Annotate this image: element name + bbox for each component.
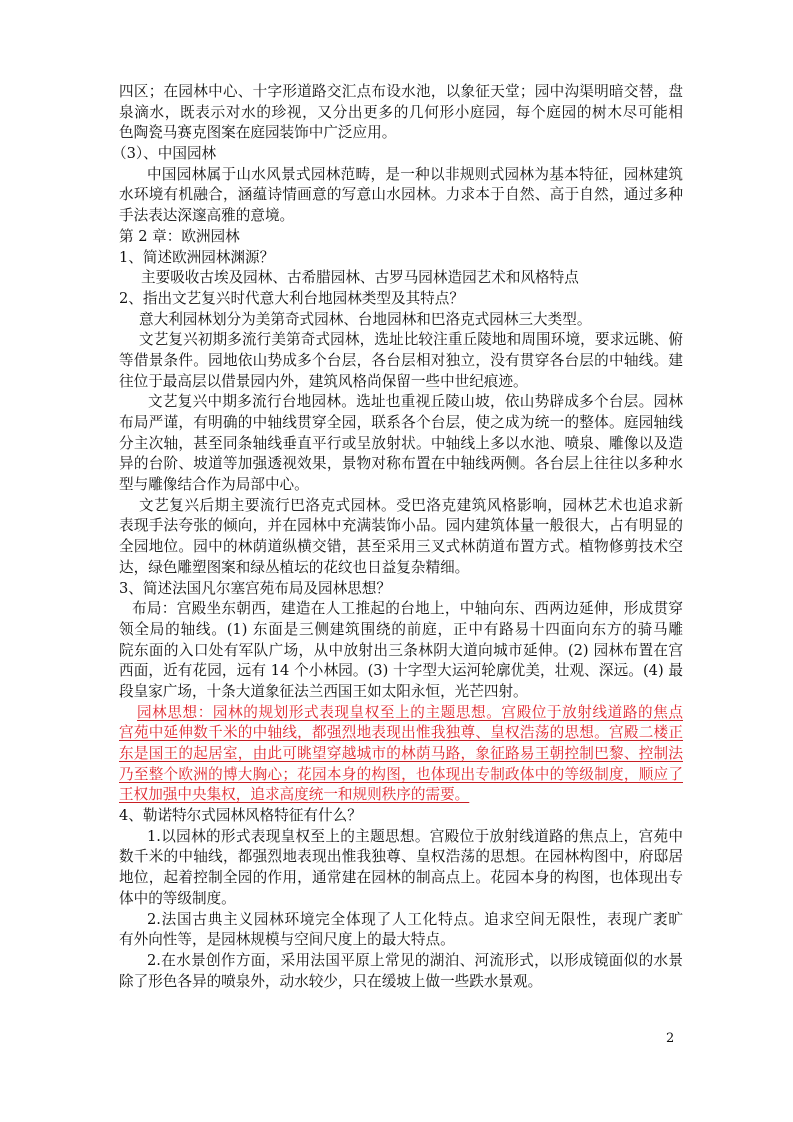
line-text: 文艺复兴初期多流行美第奇式园林，选址比较注重丘陵地和周围环境，要求远眺、俯 (139, 331, 683, 349)
text-line (119, 165, 683, 186)
line-text: 数千米的中轴线，都强烈地表现出惟我独尊、皇权浩荡的思想。在园林构图中，府邸居 (119, 848, 683, 866)
line-text: 水环境有机融合，涵蕴诗情画意的写意山水园林。力求本于自然、高于自然，通过多种 (119, 186, 683, 204)
body-paragraph (119, 392, 683, 495)
line-text: 第 2 章：欧洲园林 (119, 227, 240, 245)
text-line (119, 330, 683, 351)
text-line (119, 454, 683, 475)
line-text: 院东面的入口处有军队广场，从中放射出三条林阴大道向城市延伸。(2) 园林布置在宫 (119, 641, 683, 659)
body-paragraph (119, 165, 683, 227)
text-line (119, 103, 683, 124)
line-text: 除了形色各异的喷泉外，动水较少，只在缓坡上做一些跌水景观。 (119, 972, 543, 990)
line-text: 主要吸收古埃及园林、古希腊园林、古罗马园林造园艺术和风格特点 (141, 269, 579, 287)
line-text: 2.在水景创作方面，采用法国平原上常见的湖泊、河流形式，以形成镜面似的水景 (147, 951, 683, 969)
text-line (119, 289, 683, 310)
line-text: 有外向性等，是园林规模与空间尺度上的最大特点。 (119, 931, 455, 949)
text-line (119, 392, 683, 413)
text-line (119, 682, 683, 703)
line-text: 往位于最高层以借景园内外，建筑风格尚保留一些中世纪痕迹。 (119, 372, 528, 390)
line-text: 达，绿色雕塑图案和绿丛植坛的花纹也日益复杂精细。 (119, 558, 470, 576)
text-line (119, 516, 683, 537)
text-line (119, 951, 683, 972)
text-line (119, 413, 683, 434)
line-text: 等借景条件。园地依山势成多个台层，各台层相对独立，没有贯穿各台层的中轴线。建 (119, 351, 683, 369)
line-text: 文艺复兴中期多流行台地园林。选址也重视丘陵山坡，依山势辟成多个台层。园林 (148, 393, 683, 411)
text-line (119, 82, 683, 103)
line-text: 色陶瓷马赛克图案在庭园装饰中广泛应用。 (119, 124, 397, 142)
line-text: 意大利园林划分为美第奇式园林、台地园林和巴洛克式园林三大类型。 (139, 310, 592, 328)
text-line (119, 227, 683, 248)
line-text: 王权加强中央集权，追求高度统一和规则秩序的需要。 (119, 786, 470, 804)
line-text: 布局严谨，有明确的中轴线贯穿全园，联系各个台层，使之成为统一的整体。庭园轴线 (119, 414, 683, 431)
question-paragraph (119, 248, 683, 269)
highlighted-paragraph (119, 703, 683, 806)
text-line (119, 185, 683, 206)
text-line (119, 868, 683, 889)
text-line (119, 847, 683, 868)
body-paragraph (119, 268, 683, 289)
body-paragraph (119, 951, 683, 992)
text-line (119, 434, 683, 455)
text-line (119, 579, 683, 600)
text-line (119, 641, 683, 662)
line-text: 全园地位。园中的林荫道纵横交错，甚至采用三叉式林荫道布置方式。植物修剪技术空 (119, 538, 683, 556)
body-paragraph (119, 599, 683, 702)
line-text: 宫苑中延伸数千米的中轴线，都强烈地表现出惟我独尊、皇权浩荡的思想。宫殿二楼正 (119, 724, 683, 742)
line-text: 段皇家广场，十条大道象征法兰西国王如太阳永恒，光芒四射。 (119, 682, 528, 700)
text-line (119, 661, 683, 682)
line-text: 1、简述欧洲园林渊源？ (119, 248, 275, 266)
text-line (119, 475, 683, 496)
text-line (119, 785, 683, 806)
body-paragraph (119, 82, 683, 144)
question-paragraph (119, 579, 683, 600)
body-paragraph (119, 310, 683, 331)
line-text: 体中的等级制度。 (119, 889, 236, 907)
heading-paragraph (119, 227, 683, 248)
text-line (119, 310, 683, 331)
text-line (119, 889, 683, 910)
text-line (112, 144, 683, 165)
text-line (119, 723, 683, 744)
line-text: 领全局的轴线。(1) 东面是三侧建筑围绕的前庭，正中有路易十四面向东方的骑马雕 (119, 620, 683, 638)
body-paragraph (119, 496, 683, 579)
text-line (119, 930, 683, 951)
line-text: 地位，起着控制全园的作用，通常建在园林的制高点上。花园本身的构图，也体现出专 (119, 869, 683, 887)
question-paragraph (119, 289, 683, 310)
line-text: 四区；在园林中心、十字形道路交汇点布设水池，以象征天堂；园中沟渠明暗交替，盘 (119, 83, 683, 100)
line-text: 型与雕像结合作为局部中心。 (119, 476, 309, 494)
line-text: 西面，近有花园，远有 14 个小林园。(3) 十字型大运河轮廓优美，壮观、深远。(4) 最 (119, 662, 683, 680)
text-line (119, 537, 683, 558)
line-text: 手法表达深邃高雅的意境。 (119, 207, 295, 225)
document-body (112, 82, 683, 992)
line-text: 文艺复兴后期主要流行巴洛克式园林。受巴洛克建筑风格影响，园林艺术也追求新 (139, 496, 683, 514)
text-line (119, 972, 683, 993)
text-line (119, 910, 683, 931)
line-text: 园林思想：园林的规划形式表现皇权至上的主题思想。宫殿位于放射线道路的焦点 (137, 703, 683, 721)
line-text: 3、简述法国凡尔塞宫苑布局及园林思想？ (119, 579, 391, 597)
question-paragraph (119, 806, 683, 827)
line-text: 表现手法夸张的倾向，并在园林中充满装饰小品。园内建筑体量一般很大，占有明显的 (119, 517, 683, 535)
line-text: 中国园林属于山水风景式园林范畴，是一种以非规则式园林为基本特征，园林建筑 (147, 165, 683, 183)
text-line (119, 123, 683, 144)
line-text: 泉滴水，既表示对水的珍视，又分出更多的几何形小庭园，每个庭园的树木尽可能相 (119, 103, 683, 121)
text-line (119, 496, 683, 517)
text-line (119, 620, 683, 641)
text-line (119, 248, 683, 269)
text-line (119, 351, 683, 372)
line-text: 乃至整个欧洲的博大胸心；花园本身的构图，也体现出专制政体中的等级制度，顺应了 (119, 765, 683, 783)
line-text: 分主次轴，甚至同条轴线垂直平行或呈放射状。中轴线上多以水池、喷泉、雕像以及造 (119, 434, 683, 452)
text-line (119, 372, 683, 393)
text-line (119, 806, 683, 827)
text-line (119, 827, 683, 848)
line-text: 异的台阶、坡道等加强透视效果，景物对称布置在中轴线两侧。各台层上往往以多种水 (119, 455, 683, 473)
line-text: （3）、中国园林 (112, 145, 217, 163)
text-line (119, 765, 683, 786)
line-text: 布局：宫殿坐东朝西，建造在人工推起的台地上，中轴向东、西两边延伸，形成贯穿 (132, 600, 683, 618)
page-number: 2 (666, 1031, 675, 1046)
heading-paragraph (112, 144, 683, 165)
text-line (119, 206, 683, 227)
text-line (119, 744, 683, 765)
body-paragraph (119, 330, 683, 392)
line-text: 4、勒诺特尔式园林风格特征有什么？ (119, 807, 362, 825)
text-line (119, 599, 683, 620)
line-text: 2、指出文艺复兴时代意大利台地园林类型及其特点？ (119, 289, 464, 307)
line-text: 2.法国古典主义园林环境完全体现了人工化特点。追求空间无限性，表现广袤旷 (147, 910, 683, 928)
line-text: 东是国王的起居室，由此可眺望穿越城市的林荫马路，象征路易王朝控制巴黎、控制法 (119, 745, 683, 762)
body-paragraph (119, 827, 683, 910)
text-line (119, 558, 683, 579)
text-line (119, 268, 683, 289)
body-paragraph (119, 910, 683, 951)
line-text: 1.以园林的形式表现皇权至上的主题思想。宫殿位于放射线道路的焦点上，宫苑中 (147, 827, 683, 845)
text-line (119, 703, 683, 724)
